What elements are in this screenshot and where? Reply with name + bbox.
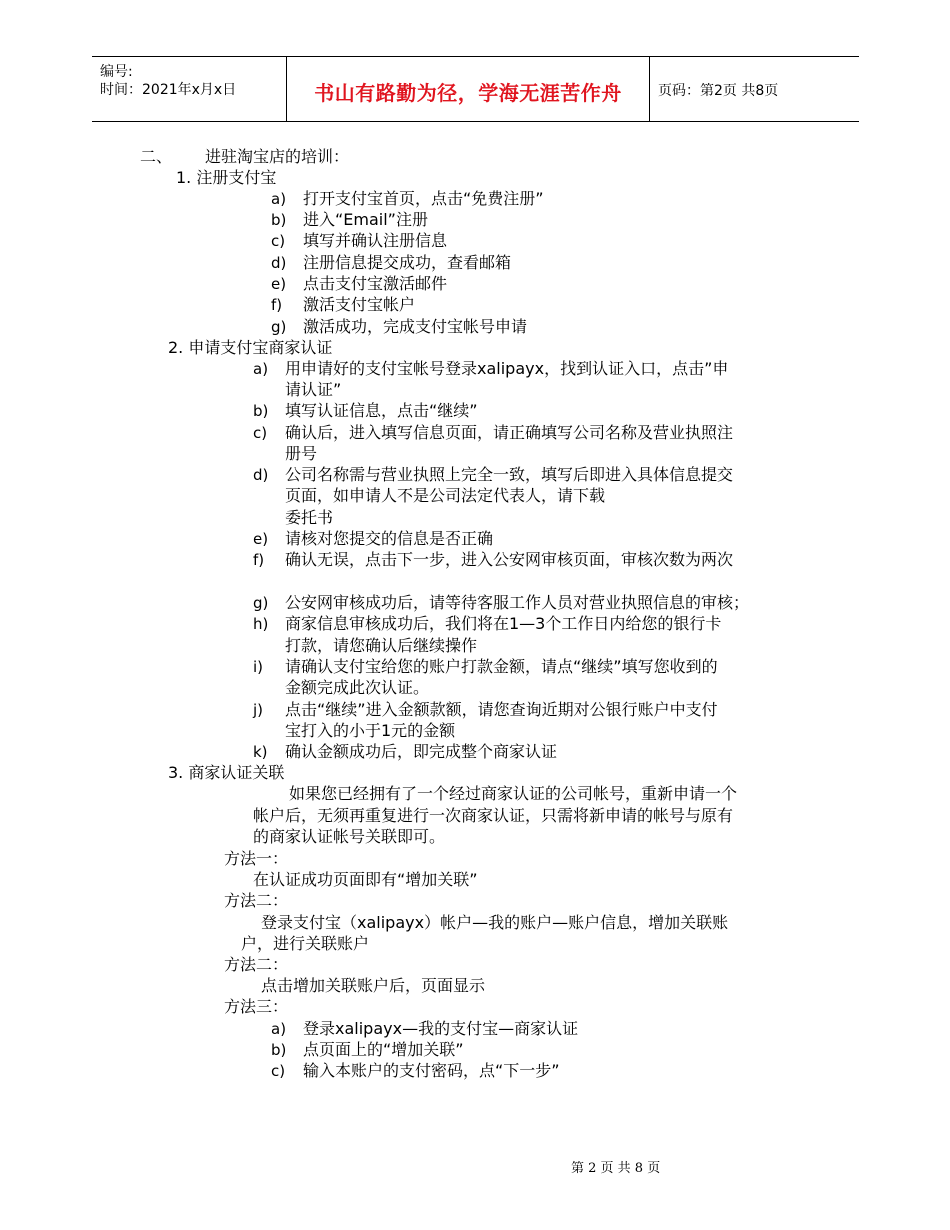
list-item-line: 确认无误，点击下一步，进入公安网审核页面，审核次数为两次 — [285, 550, 734, 569]
method-2-line: 户，进行关联账户 — [241, 934, 370, 953]
list-item-label: c) — [271, 232, 286, 250]
list-item-label: d) — [253, 466, 269, 484]
list-item-label: f) — [253, 551, 265, 569]
list-item-line: 确认金额成功后，即完成整个商家认证 — [285, 742, 558, 761]
list-item-line: 公安网审核成功后，请等待客服工作人员对营业执照信息的审核； — [285, 593, 750, 612]
list-item-line: 委托书 — [285, 508, 334, 527]
list-item: 注册信息提交成功，查看邮箱 — [303, 253, 512, 272]
header-motto: 书山有路勤为径，学海无涯苦作舟 — [314, 81, 622, 105]
method-1-text: 在认证成功页面即有“增加关联” — [253, 870, 478, 889]
header-meta-cell — [92, 57, 287, 121]
list-item-label: i) — [253, 658, 264, 676]
paragraph-line: 如果您已经拥有了一个经过商家认证的公司帐号，重新申请一个 — [289, 784, 738, 803]
list-item-label: a) — [271, 1020, 287, 1038]
list-item-line: 商家信息审核成功后，我们将在1—3个工作日内给您的银行卡 — [285, 614, 722, 633]
list-item-line: 公司名称需与营业执照上完全一致，填写后即进入具体信息提交 — [285, 465, 734, 484]
paragraph-line: 帐户后，无须再重复进行一次商家认证，只需将新申请的帐号与原有 — [253, 806, 734, 825]
header-page-number: 页码：第2页 共8页 — [658, 83, 779, 99]
list-item-label: d) — [271, 254, 287, 272]
list-item-label: f) — [271, 296, 283, 314]
list-item-line: 请核对您提交的信息是否正确 — [285, 529, 494, 548]
list-item: 打开支付宝首页，点击“免费注册” — [303, 189, 544, 208]
list-item-label: c) — [253, 424, 268, 442]
list-item-label: a) — [253, 360, 269, 378]
list-item-line: 请认证” — [285, 380, 342, 399]
page-footer: 第 2 页 共 8 页 — [571, 1161, 661, 1176]
section-number: 二、 — [140, 147, 173, 166]
list-item-label: c) — [271, 1062, 286, 1080]
list-item-line: 打款，请您确认后继续操作 — [285, 636, 478, 655]
subsection-3-title: 3. 商家认证关联 — [168, 763, 285, 782]
list-item-line: 页面，如申请人不是公司法定代表人，请下载 — [285, 486, 606, 505]
list-item-label: h) — [253, 615, 269, 633]
subsection-2-title: 2. 申请支付宝商家认证 — [168, 338, 333, 357]
document-number-label: 编号: — [100, 64, 133, 80]
list-item-label: e) — [271, 275, 287, 293]
list-item-label: g) — [271, 318, 287, 336]
list-item: 输入本账户的支付密码，点“下一步” — [303, 1061, 560, 1080]
list-item: 进入“Email”注册 — [303, 210, 428, 229]
list-item-label: j) — [253, 701, 264, 719]
list-item: 点击支付宝激活邮件 — [303, 274, 448, 293]
list-item-label: k) — [253, 743, 268, 761]
method-2-label: 方法二： — [224, 891, 289, 910]
header-motto-cell — [287, 57, 650, 121]
section-title: 进驻淘宝店的培训： — [205, 147, 350, 166]
method-3-label: 方法三： — [224, 997, 289, 1016]
list-item-line: 册号 — [285, 444, 318, 463]
list-item-line: 宝打入的小于1元的金额 — [285, 721, 456, 740]
paragraph-line: 的商家认证帐号关联即可。 — [253, 827, 446, 846]
list-item: 激活支付宝帐户 — [303, 295, 416, 314]
list-item-label: g) — [253, 594, 269, 612]
list-item-line: 点击“继续”进入金额款额，请您查询近期对公银行账户中支付 — [285, 700, 718, 719]
method-1-label: 方法一： — [224, 849, 289, 868]
header-page-cell — [650, 57, 859, 121]
list-item-label: e) — [253, 530, 269, 548]
list-item-label: b) — [253, 402, 269, 420]
method-2b-label: 方法二： — [224, 955, 289, 974]
list-item: 填写并确认注册信息 — [303, 231, 448, 250]
method-2-line: 登录支付宝（xalipayx）帐户—我的账户—账户信息，增加关联账 — [261, 913, 729, 932]
list-item: 点页面上的“增加关联” — [303, 1040, 464, 1059]
document-time-label: 时间：2021年x月x日 — [100, 82, 237, 98]
list-item-label: a) — [271, 190, 287, 208]
list-item-line: 用申请好的支付宝帐号登录xalipayx，找到认证入口，点击”申 — [285, 359, 729, 378]
list-item: 登录xalipayx—我的支付宝—商家认证 — [303, 1019, 579, 1038]
method-2b-text: 点击增加关联账户后，页面显示 — [261, 976, 486, 995]
list-item-line: 请确认支付宝给您的账户打款金额，请点“继续”填写您收到的 — [285, 657, 718, 676]
subsection-1-title: 1. 注册支付宝 — [176, 168, 277, 187]
list-item-line: 金额完成此次认证。 — [285, 678, 430, 697]
list-item-label: b) — [271, 211, 287, 229]
list-item: 激活成功，完成支付宝帐号申请 — [303, 317, 528, 336]
list-item-label: b) — [271, 1041, 287, 1059]
page-header — [92, 56, 859, 122]
list-item-line: 填写认证信息，点击“继续” — [285, 401, 478, 420]
list-item-line: 确认后，进入填写信息页面，请正确填写公司名称及营业执照注 — [285, 423, 734, 442]
